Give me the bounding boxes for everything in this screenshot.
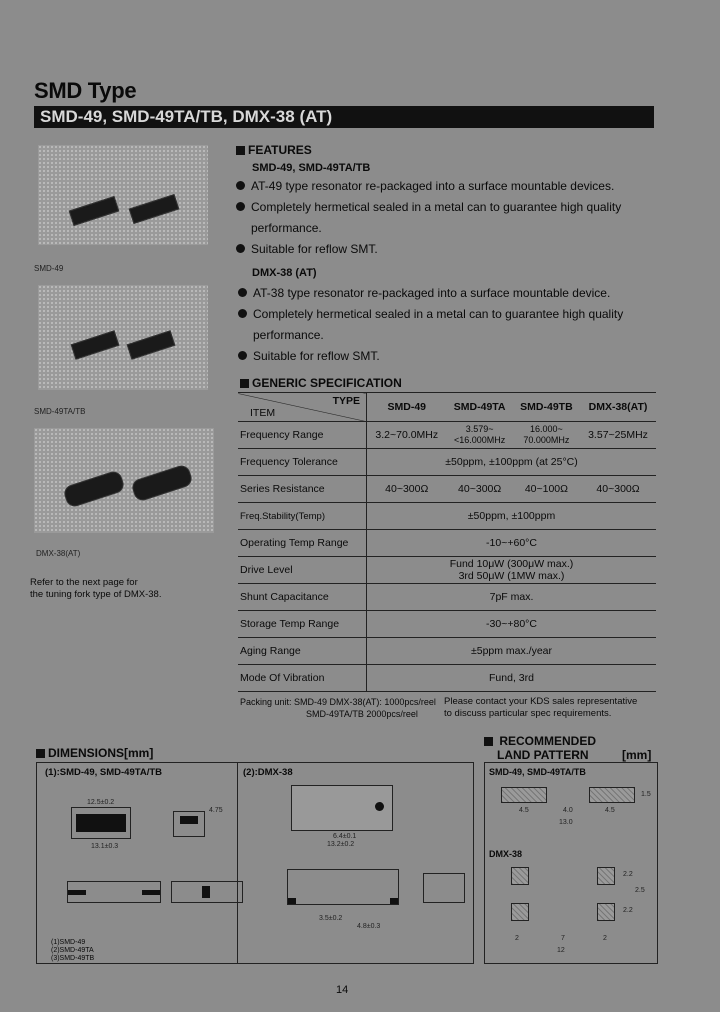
packing-line-2: SMD-49TA/TB 2000pcs/reel [306, 709, 418, 719]
dim-f: 3.5±0.2 [319, 915, 343, 922]
column-header: SMD-49TB [513, 393, 580, 422]
land-d8: 2 [603, 935, 607, 942]
spec-table [238, 392, 656, 692]
header-item: ITEM [250, 407, 276, 419]
cell: 40~300Ω [367, 476, 447, 503]
features-group1-list [236, 176, 646, 260]
dmx38-side-view [287, 869, 399, 905]
table-row [238, 557, 656, 584]
table-row [238, 584, 656, 611]
dmx38-marker [375, 802, 384, 811]
land-d3: 4.5 [605, 807, 615, 814]
dimensions-heading: DIMENSIONS[mm] [36, 746, 153, 760]
row-label: Frequency Range [238, 422, 367, 449]
smd49-top-view [71, 807, 131, 839]
cell: ±50ppm, ±100ppm [367, 503, 657, 530]
land-pad [597, 903, 615, 921]
dim-c: 4.75 [209, 807, 223, 814]
land-smd-title: SMD-49, SMD-49TA/TB [489, 767, 586, 777]
photo-smd49ta [38, 285, 208, 390]
subtitle-bar [34, 106, 654, 128]
land-heading [484, 734, 596, 748]
feature-item-cont: performance. [253, 328, 324, 342]
bullet-icon [236, 181, 245, 190]
features-group2-title: DMX-38 (AT) [252, 267, 317, 279]
smd49-side-view [173, 811, 205, 837]
contact-note [444, 696, 637, 720]
land-heading-1: RECOMMENDED [499, 734, 597, 748]
table-row [238, 530, 656, 557]
table-row [238, 638, 656, 665]
bullet-icon [238, 288, 247, 297]
cell: -30~+80°C [367, 611, 657, 638]
dimensions-panel [36, 762, 474, 964]
dim-b: 13.1±0.3 [91, 843, 119, 850]
dim-d: 6.4±0.1 [333, 833, 357, 840]
page-number: 14 [336, 984, 349, 996]
header-type: TYPE [332, 395, 360, 407]
land-pad [511, 903, 529, 921]
row-label: Freq.Stability(Temp) [238, 503, 367, 530]
table-row [238, 665, 656, 692]
bullet-icon [238, 351, 247, 360]
spec-heading: GENERIC SPECIFICATION [240, 376, 402, 390]
row-label: Shunt Capacitance [238, 584, 367, 611]
bullet-icon [236, 244, 245, 253]
row-label: Mode Of Vibration [238, 665, 367, 692]
legend-1: (1)SMD-49 [51, 939, 86, 946]
table-row [238, 449, 656, 476]
land-d11: 2.5 [635, 887, 645, 894]
contact-line-1: Please contact your KDS sales representative [444, 696, 638, 707]
photo-dmx38 [34, 428, 214, 533]
cell: 3.2~70.0MHz [367, 422, 447, 449]
land-pad [597, 867, 615, 885]
packing-label: Packing unit: [240, 697, 292, 707]
land-panel [484, 762, 658, 964]
land-d1: 4.5 [519, 807, 529, 814]
photo-caption-1: SMD-49 [34, 264, 64, 273]
bullet-icon [238, 309, 247, 318]
subtitle: SMD-49, SMD-49TA/TB, DMX-38 (AT) [40, 107, 333, 126]
cell: 16.000~ 70.000MHz [513, 422, 580, 449]
feature-item: AT-49 type resonator re-packaged into a surface mountable devices. [236, 176, 646, 197]
feature-item: Completely hermetical sealed in a metal can to guarantee high quality [236, 197, 646, 218]
page-title: SMD Type [34, 78, 137, 103]
dmx38-end-view [423, 873, 465, 903]
table-row [238, 611, 656, 638]
land-d7: 7 [561, 935, 565, 942]
dmx38-top-view [291, 785, 393, 831]
cell: Fund, 3rd [367, 665, 657, 692]
land-pad [511, 867, 529, 885]
land-heading-2: LAND PATTERN [497, 748, 589, 762]
cell: 40~100Ω [513, 476, 580, 503]
features-group1-title: SMD-49, SMD-49TA/TB [252, 162, 371, 174]
land-pad [589, 787, 635, 803]
land-d12: 2.2 [623, 907, 633, 914]
smd49-end-view [171, 881, 243, 903]
smd49-body [76, 814, 126, 832]
land-pad [501, 787, 547, 803]
land-d5: 1.5 [641, 791, 651, 798]
type-item-header-cell [238, 393, 367, 422]
row-label: Series Resistance [238, 476, 367, 503]
cell: -10~+60°C [367, 530, 657, 557]
row-label: Frequency Tolerance [238, 449, 367, 476]
legend-2: (2)SMD-49TA [51, 947, 94, 954]
photo-caption-3: DMX-38(AT) [36, 549, 81, 558]
features-group2-list [238, 283, 658, 367]
photo-caption-2: SMD-49TA/TB [34, 407, 86, 416]
row-label: Aging Range [238, 638, 367, 665]
photo-smd49 [38, 145, 208, 245]
smd49-side-body [180, 816, 198, 824]
column-header: SMD-49TA [447, 393, 513, 422]
feature-item: Completely hermetical sealed in a metal can to guarantee high quality [238, 304, 658, 325]
packing-line-1: SMD-49 DMX-38(AT): 1000pcs/reel [294, 697, 436, 707]
cell: Fund 10μW (300μW max.) 3rd 50μW (1MW max.) [367, 557, 657, 584]
table-header-row [238, 393, 656, 422]
row-label: Operating Temp Range [238, 530, 367, 557]
dim-g: 4.8±0.3 [357, 923, 381, 930]
smd49-front-view [67, 881, 161, 903]
cell: 40~300Ω [580, 476, 656, 503]
bullet-icon [236, 202, 245, 211]
refer-note-line-1: Refer to the next page for [30, 577, 138, 588]
smd49-lead-left [68, 890, 86, 895]
land-d6: 2 [515, 935, 519, 942]
table-row [238, 476, 656, 503]
panel-divider [237, 763, 238, 963]
land-d2: 4.0 [563, 807, 573, 814]
feature-item: Suitable for reflow SMT. [236, 239, 646, 260]
table-row [238, 422, 656, 449]
features-heading: FEATURES [236, 143, 312, 157]
panel1-title: (1):SMD-49, SMD-49TA/TB [45, 767, 162, 778]
packing-note [240, 696, 436, 720]
panel2-title: (2):DMX-38 [243, 767, 293, 778]
dmx38-lead-left [288, 898, 296, 904]
land-d4: 13.0 [559, 819, 573, 826]
refer-note [30, 577, 161, 601]
cell: 7pF max. [367, 584, 657, 611]
cell: ±50ppm, ±100ppm (at 25°C) [367, 449, 657, 476]
contact-line-2: to discuss particular spec requirements. [444, 708, 612, 719]
column-header: DMX-38(AT) [580, 393, 656, 422]
row-label: Storage Temp Range [238, 611, 367, 638]
dim-a: 12.5±0.2 [87, 799, 115, 806]
feature-item-cont: performance. [251, 221, 322, 235]
dim-legend [51, 939, 94, 963]
column-header: SMD-49 [367, 393, 447, 422]
land-unit: [mm] [622, 748, 652, 762]
refer-note-line-2: the tuning fork type of DMX-38. [30, 589, 162, 600]
row-label: Drive Level [238, 557, 367, 584]
cell: ±5ppm max./year [367, 638, 657, 665]
land-d10: 2.2 [623, 871, 633, 878]
feature-item: AT-38 type resonator re-packaged into a surface mountable device. [238, 283, 658, 304]
legend-3: (3)SMD-49TB [51, 955, 95, 962]
smd49-lead-right [142, 890, 160, 895]
dim-e: 13.2±0.2 [327, 841, 355, 848]
land-dmx-title: DMX-38 [489, 849, 523, 859]
table-row [238, 503, 656, 530]
smd49-end-body [202, 886, 210, 898]
feature-item: Suitable for reflow SMT. [238, 346, 658, 367]
land-d9: 12 [557, 947, 565, 954]
cell: 3.57~25MHz [580, 422, 656, 449]
cell: 3.579~ <16.000MHz [447, 422, 513, 449]
dmx38-lead-right [390, 898, 398, 904]
cell: 40~300Ω [447, 476, 513, 503]
